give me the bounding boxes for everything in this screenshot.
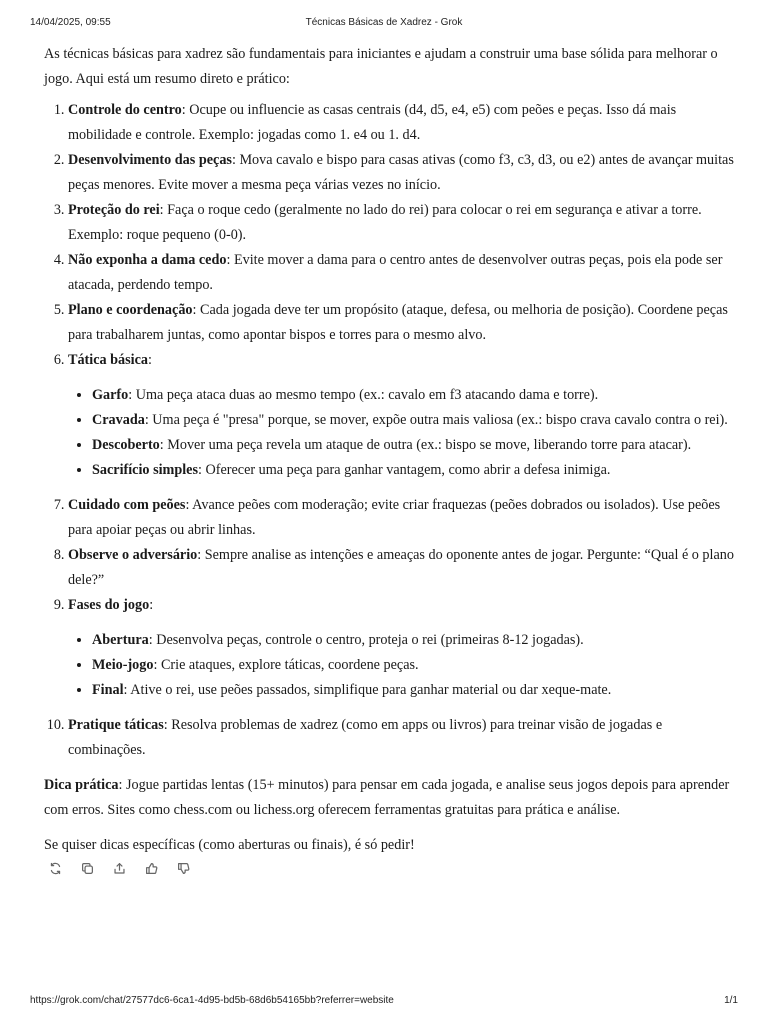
print-url: https://grok.com/chat/27577dc6-6ca1-4d95-bd5b-68d6b54165bb?referrer=website xyxy=(30,995,394,1006)
print-header xyxy=(0,17,768,31)
page-number: 1/1 xyxy=(724,995,738,1006)
item-text: : Sempre analise as intenções e ameaças do oponente antes de jogar. Pergunte: “Qual é o plano dele?” xyxy=(68,547,734,588)
subitem-title: Abertura xyxy=(92,632,149,648)
sublist-item xyxy=(92,458,734,483)
thumbs-up-icon xyxy=(145,862,158,875)
item-title: Não exponha a dama cedo xyxy=(68,252,227,268)
copy-icon xyxy=(81,862,94,875)
item-text: : Cada jogada deve ter um propósito (ataque, defesa, ou melhoria de posição). Coordene peças para trabalharem juntas, como apontar bispos e torres para o mesmo alvo. xyxy=(68,302,728,343)
thumbs-down-icon xyxy=(177,862,190,875)
item-title: Tática básica xyxy=(68,352,148,368)
print-footer xyxy=(0,995,768,1009)
item-title: Controle do centro xyxy=(68,102,182,118)
copy-button[interactable] xyxy=(78,860,96,876)
list-item xyxy=(68,298,734,348)
subitem-text: : Oferecer uma peça para ganhar vantagem, como abrir a defesa inimiga. xyxy=(198,462,611,478)
sublist-item xyxy=(92,408,734,433)
refresh-icon xyxy=(49,862,62,875)
item-title: Proteção do rei xyxy=(68,202,160,218)
dislike-button[interactable] xyxy=(174,860,192,876)
item-title: Fases do jogo xyxy=(68,597,150,613)
item-title: Observe o adversário xyxy=(68,547,198,563)
tip-title: Dica prática xyxy=(44,777,119,793)
subitem-title: Sacrifício simples xyxy=(92,462,198,478)
subitem-title: Cravada xyxy=(92,412,145,428)
techniques-list xyxy=(44,98,734,763)
list-item xyxy=(68,248,734,298)
subitem-text: : Uma peça ataca duas ao mesmo tempo (ex.: cavalo em f3 atacando dama e torre). xyxy=(128,387,599,403)
list-item xyxy=(68,98,734,148)
tactics-sublist xyxy=(68,383,734,483)
subitem-title: Garfo xyxy=(92,387,129,403)
phases-sublist xyxy=(68,628,734,703)
response-actions xyxy=(46,860,734,876)
share-button[interactable] xyxy=(110,860,128,876)
list-item xyxy=(68,198,734,248)
chat-response xyxy=(44,42,734,876)
list-item xyxy=(68,148,734,198)
practical-tip xyxy=(44,773,734,823)
share-icon xyxy=(113,862,126,875)
item-text: : Faça o roque cedo (geralmente no lado do rei) para colocar o rei em segurança e ativar a torre. Exemplo: roque pequeno (0-0). xyxy=(68,202,702,243)
sublist-item xyxy=(92,653,734,678)
subitem-text: : Crie ataques, explore táticas, coordene peças. xyxy=(153,657,419,673)
item-text: : Resolva problemas de xadrez (como em apps ou livros) para treinar visão de jogadas e combinações. xyxy=(68,717,663,758)
response-closing: Se quiser dicas específicas (como aberturas ou finais), é só pedir! xyxy=(44,837,415,853)
subitem-title: Descoberto xyxy=(92,437,160,453)
subitem-text: : Mover uma peça revela um ataque de outra (ex.: bispo se move, liberando torre para atacar). xyxy=(159,437,692,453)
print-title: Técnicas Básicas de Xadrez - Grok xyxy=(305,17,463,28)
sublist-item xyxy=(92,678,734,703)
item-text: : Ocupe ou influencie as casas centrais (d4, d5, e4, e5) com peões e peças. Isso dá mais mobilidade e controle. Exemplo: jogadas como 1. e4 ou 1. d4. xyxy=(68,102,677,143)
item-text: : Mova cavalo e bispo para casas ativas (como f3, c3, d3, ou e2) antes de avançar muitas peças menores. Evite mover a mesma peça várias vezes no início. xyxy=(68,152,734,193)
list-item xyxy=(68,713,734,763)
subitem-text: : Desenvolva peças, controle o centro, proteja o rei (primeiras 8-12 jogadas). xyxy=(148,632,584,648)
list-item xyxy=(68,348,734,483)
regenerate-button[interactable] xyxy=(46,860,64,876)
subitem-title: Meio-jogo xyxy=(92,657,154,673)
list-item xyxy=(68,593,734,703)
item-title: Cuidado com peões xyxy=(68,497,186,513)
list-item xyxy=(68,543,734,593)
tip-text: : Jogue partidas lentas (15+ minutos) para pensar em cada jogada, e analise seus jogos depois para aprender com erros. Sites como chess.com ou lichess.org oferecem ferramentas gratuitas para prática e análise. xyxy=(44,777,730,818)
subitem-text: : Uma peça é "presa" porque, se mover, expõe outra mais valiosa (ex.: bispo crava cavalo contra o rei). xyxy=(144,412,728,428)
list-item xyxy=(68,493,734,543)
item-title: Desenvolvimento das peças xyxy=(68,152,232,168)
response-intro: As técnicas básicas para xadrez são fundamentais para iniciantes e ajudam a construir uma base sólida para melhorar o jogo. Aqui está um resumo direto e prático: xyxy=(44,46,718,87)
sublist-item xyxy=(92,628,734,653)
sublist-item xyxy=(92,383,734,408)
item-text: : xyxy=(148,352,152,368)
item-text: : xyxy=(149,597,154,613)
item-text: : Avance peões com moderação; evite criar fraquezas (peões dobrados ou isolados). Use peões para apoiar peças ou abrir linhas. xyxy=(68,497,721,538)
item-text: : Evite mover a dama para o centro antes de desenvolver outras peças, pois ela pode ser atacada, perdendo tempo. xyxy=(68,252,723,293)
subitem-text: : Ative o rei, use peões passados, simplifique para ganhar material ou dar xeque-mate. xyxy=(123,682,612,698)
item-title: Plano e coordenação xyxy=(68,302,193,318)
like-button[interactable] xyxy=(142,860,160,876)
print-date: 14/04/2025, 09:55 xyxy=(30,17,111,28)
sublist-item xyxy=(92,433,734,458)
subitem-title: Final xyxy=(92,682,124,698)
item-title: Pratique táticas xyxy=(68,717,164,733)
